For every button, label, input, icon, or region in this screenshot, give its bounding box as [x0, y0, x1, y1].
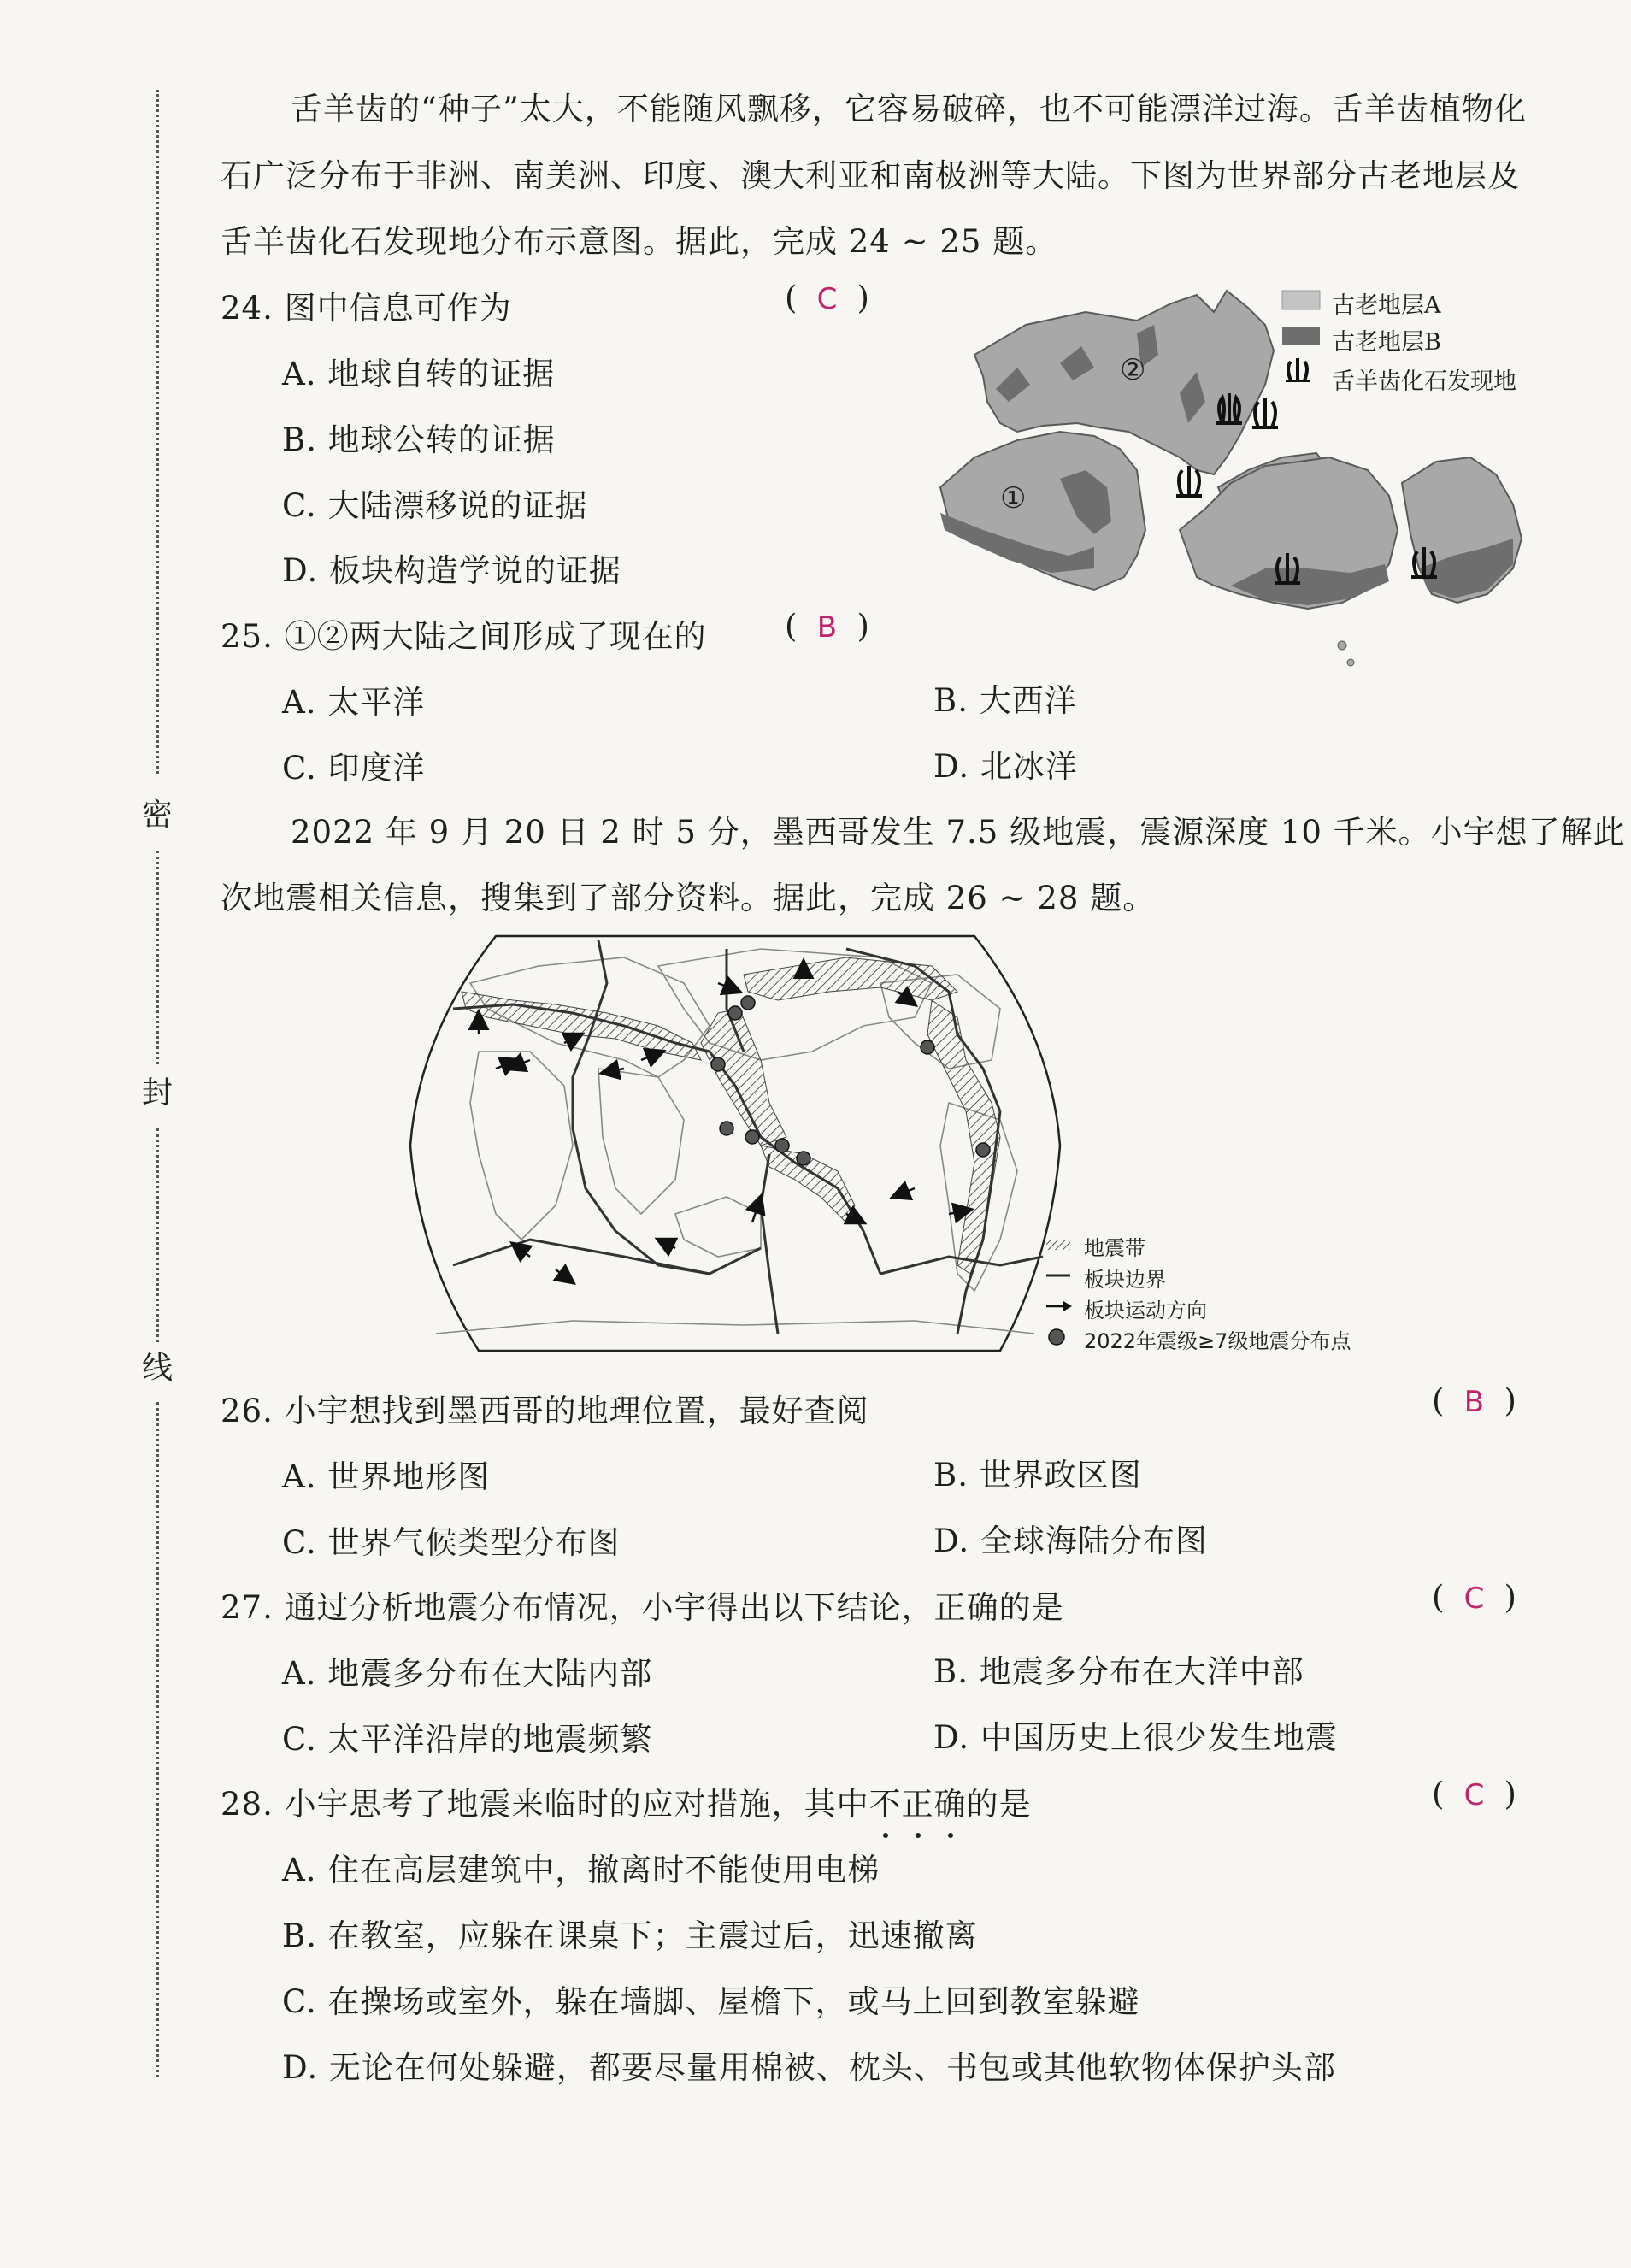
- legend-plate-motion-label: 板块运动方向: [1084, 1299, 1207, 1323]
- q25-option-d: D. 北冰洋: [933, 748, 1078, 785]
- q24-stem: 24. 图中信息可作为: [221, 290, 512, 327]
- intro2-line-1: 2022 年 9 月 20 日 2 时 5 分，墨西哥发生 7.5 级地震，震源深度 10 千米。小宇想了解此: [291, 814, 1626, 851]
- q27-stem: 27. 通过分析地震分布情况，小宇得出以下结论，正确的是: [221, 1589, 1064, 1626]
- q26-option-d: D. 全球海陆分布图: [933, 1523, 1208, 1559]
- map1-label-2: ②: [1120, 353, 1146, 387]
- q25-option-a: A. 太平洋: [282, 684, 426, 721]
- q24-option-a: A. 地球自转的证据: [282, 356, 556, 392]
- legend-fossil-icon: [1286, 358, 1310, 382]
- q25-option-c: C. 印度洋: [282, 750, 426, 786]
- q28-option-c: C. 在操场或室外，躲在墙脚、屋檐下，或马上回到教室躲避: [282, 1983, 1140, 2020]
- legend-quake-points-label: 2022年震级≥7级地震分布点: [1084, 1329, 1351, 1353]
- legend-plate-boundary-label: 板块边界: [1084, 1268, 1166, 1292]
- q25-option-b: B. 大西洋: [933, 682, 1077, 719]
- legend-layer-a-swatch: [1282, 291, 1320, 309]
- q28-emph-char-3: 确: [934, 1778, 967, 1824]
- binding-char-mi: 密: [142, 798, 174, 833]
- q28-stem-before: 28. 小宇思考了地震来临时的应对措施，其中: [221, 1786, 869, 1823]
- fossil-marker-3: [1176, 466, 1202, 498]
- map2-legend-icons: [1043, 1233, 1077, 1352]
- intro1-line-1: 舌羊齿的“种子”太大，不能随风飘移，它容易破碎，也不可能漂洋过海。舌羊齿植物化: [291, 91, 1527, 127]
- legend-seismic-belt-icon: [1046, 1240, 1070, 1250]
- q27-option-b: B. 地震多分布在大洋中部: [933, 1653, 1304, 1690]
- map1-label-1: ①: [1000, 481, 1027, 515]
- q26-option-c: C. 世界气候类型分布图: [282, 1524, 621, 1561]
- binding-dotted-line-bottom: [156, 1402, 159, 2077]
- intro1-line-3: 舌羊齿化石发现地分布示意图。据此，完成 24 ~ 25 题。: [221, 223, 1058, 260]
- binding-dotted-line-mid1: [156, 851, 159, 1064]
- fossil-marker-1: [1216, 393, 1242, 425]
- q27-answer-box: ( C ): [1432, 1579, 1516, 1616]
- q25-stem: 25. ①②两大陆之间形成了现在的: [221, 618, 707, 655]
- q27-answer: C: [1463, 1582, 1485, 1616]
- gondwana-map: [923, 274, 1573, 684]
- q28-option-a: A. 住在高层建筑中，撤离时不能使用电梯: [282, 1852, 880, 1888]
- q28-option-b: B. 在教室，应躲在课桌下；主震过后，迅速撤离: [282, 1917, 978, 1954]
- q24-answer: C: [816, 282, 838, 316]
- q25-answer-box: ( B ): [785, 608, 869, 645]
- q24-option-b: B. 地球公转的证据: [282, 421, 556, 458]
- q28-stem: [221, 1778, 1032, 1824]
- q28-answer: C: [1463, 1778, 1485, 1812]
- intro1-line-2: 石广泛分布于非洲、南美洲、印度、澳大利亚和南极洲等大陆。下图为世界部分古老地层及: [221, 157, 1520, 194]
- q24-answer-box: ( C ): [785, 280, 869, 316]
- legend-layer-b-label: 古老地层B: [1332, 329, 1441, 356]
- fossil-marker-4: [1275, 553, 1300, 585]
- q26-option-b: B. 世界政区图: [933, 1457, 1142, 1493]
- q28-emph-char-2: 正: [902, 1778, 934, 1824]
- q28-emph-char-1: 不: [869, 1778, 902, 1824]
- legend-fossil-label: 舌羊齿化石发现地: [1332, 368, 1516, 395]
- legend-seismic-belt-label: 地震带: [1084, 1236, 1145, 1260]
- q25-answer: B: [816, 610, 838, 645]
- legend-quake-point-icon: [1049, 1329, 1064, 1345]
- fossil-marker-5: [1411, 547, 1437, 579]
- binding-dotted-line-top: [156, 90, 159, 774]
- q28-option-d: D. 无论在何处躲避，都要尽量用棉被、枕头、书包或其他软物体保护头部: [282, 2049, 1336, 2086]
- binding-char-xian: 线: [142, 1351, 174, 1386]
- q24-option-c: C. 大陆漂移说的证据: [282, 487, 588, 524]
- intro2-line-2: 次地震相关信息，搜集到了部分资料。据此，完成 26 ~ 28 题。: [221, 880, 1156, 916]
- q27-option-c: C. 太平洋沿岸的地震频繁: [282, 1721, 653, 1758]
- world-plate-map: [402, 932, 1069, 1359]
- q26-stem: 26. 小宇想找到墨西哥的地理位置，最好查阅: [221, 1393, 869, 1429]
- legend-plate-motion-icon: [1046, 1301, 1072, 1311]
- q28-stem-after: 的是: [966, 1786, 1032, 1823]
- q27-option-d: D. 中国历史上很少发生地震: [933, 1719, 1338, 1756]
- map-frame: [410, 936, 1060, 1351]
- q26-answer-box: ( B ): [1432, 1382, 1516, 1419]
- fossil-marker-2: [1252, 398, 1278, 429]
- q26-answer: B: [1463, 1385, 1485, 1419]
- q24-option-d: D. 板块构造学说的证据: [282, 552, 621, 589]
- legend-layer-b-swatch: [1282, 327, 1320, 345]
- q26-option-a: A. 世界地形图: [282, 1458, 491, 1495]
- q28-answer-box: ( C ): [1432, 1776, 1516, 1812]
- binding-dotted-line-mid2: [156, 1128, 159, 1342]
- q27-option-a: A. 地震多分布在大陆内部: [282, 1655, 653, 1692]
- binding-char-feng: 封: [142, 1075, 174, 1110]
- legend-layer-a-label: 古老地层A: [1332, 292, 1441, 319]
